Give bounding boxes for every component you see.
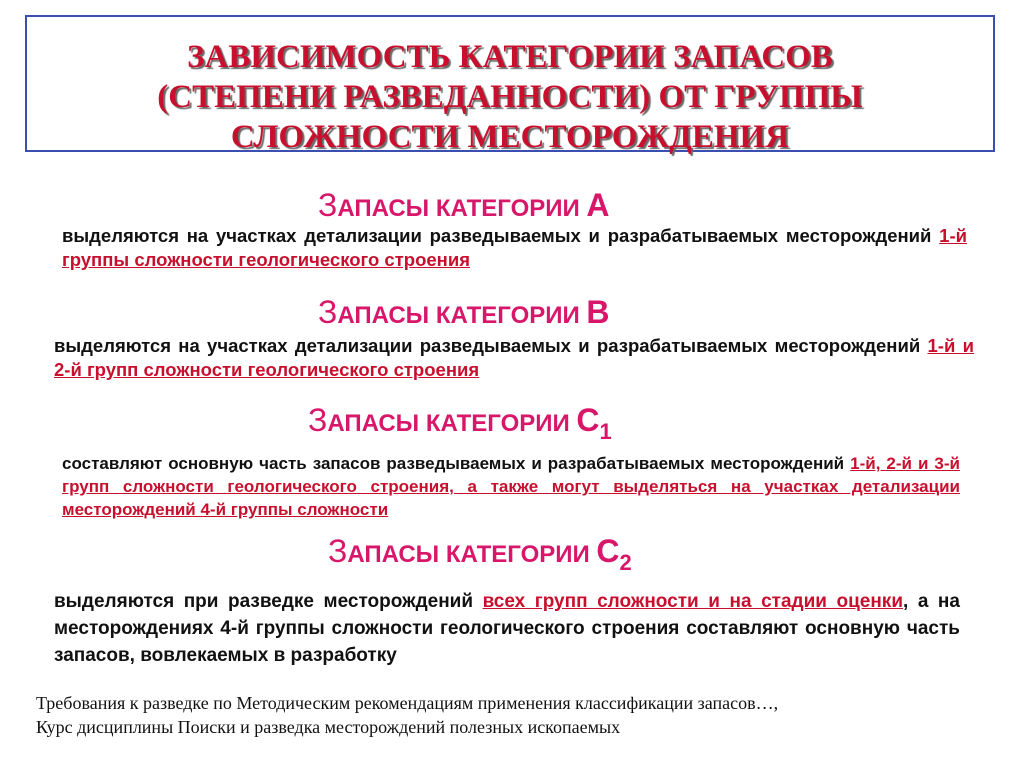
title-line-3: СЛОЖНОСТИ МЕСТОРОЖДЕНИЯ [230,119,790,155]
category-c1-heading: ЗАПАСЫ КАТЕГОРИИ $С_1$ [308,402,612,444]
category-c2-heading: ЗАПАСЫ КАТЕГОРИИ $С_2$ [328,533,632,575]
category-c1-text: составляют основную часть запасов разведываемых и разрабатываемых месторождений 1-й, 2-й и 3-й групп сложности геологического строения, а также могут выделяться на участках детализации месторождений 4-й группы сложности [62,454,960,519]
title-line-2: (СТЕПЕНИ РАЗВЕДАННОСТИ) ОТ ГРУППЫ [157,79,863,115]
category-a-highlight: 1-й группы сложности геологического строения [62,225,967,270]
title-box [25,15,995,155]
page-title [27,37,993,157]
category-a-text: выделяются на участках детализации разведываемых и разрабатываемых месторождений 1-й группы сложности геологического строения [62,225,967,270]
footer-line-1: Требования к разведке по Методическим рекомендациям применения классификации запасов…, [36,693,779,713]
category-b-heading: ЗАПАСЫ КАТЕГОРИИ В [318,294,610,330]
footer-reference [36,691,996,739]
category-c2-highlight: всех групп сложности и на стадии оценки [482,591,903,612]
title-line-1: ЗАВИСИМОСТЬ КАТЕГОРИИ ЗАПАСОВ [187,39,833,75]
footer-line-2: Курс дисциплины Поиски и разведка месторождений полезных ископаемых [36,717,621,737]
category-b-highlight: 1-й и 2-й групп сложности геологического строения [54,335,974,380]
category-c1-highlight: 1-й, 2-й и 3-й групп сложности геологического строения, а также могут выделяться на участках детализации месторождений 4-й группы сложности [62,454,960,519]
category-b-text: выделяются на участках детализации разведываемых и разрабатываемых месторождений 1-й и 2-й групп сложности геологического строения [54,335,974,380]
category-c2-text: выделяются при разведке месторождений всех групп сложности и на стадии оценки, а на месторождениях 4-й группы сложности геологического строения составляют основную часть запасов, вовлекаемых в разработку [54,591,960,666]
category-a-heading: ЗАПАСЫ КАТЕГОРИИ А [318,187,610,223]
